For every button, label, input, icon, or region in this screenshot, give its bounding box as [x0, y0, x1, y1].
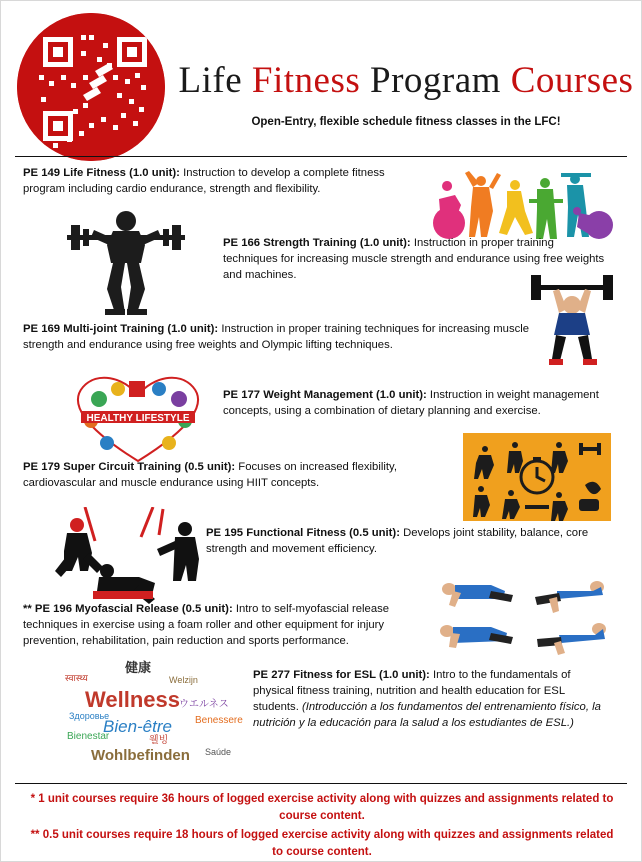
- course-item-pe169: [23, 321, 535, 353]
- title-part-4: Courses: [510, 60, 634, 101]
- course-item-pe177: [223, 387, 611, 419]
- title-part-1: Life: [178, 60, 252, 101]
- course-code: PE 166 Strength Training (1.0 unit):: [223, 237, 411, 249]
- course-code: PE 195 Functional Fitness (0.5 unit):: [206, 527, 400, 539]
- page-title: [176, 59, 636, 102]
- course-code: PE 149 Life Fitness (1.0 unit):: [23, 167, 180, 179]
- wordcloud-word: Benessere: [195, 715, 243, 726]
- course-code: PE 277 Fitness for ESL (1.0 unit):: [253, 669, 430, 681]
- wordcloud-word: Wellness: [85, 687, 180, 712]
- wordcloud-word: Saúde: [205, 747, 232, 757]
- course-code: PE 179 Super Circuit Training (0.5 unit):: [23, 461, 236, 473]
- course-item-pe195: [206, 525, 611, 557]
- group-exercise-silhouettes-image: [429, 169, 615, 241]
- course-item-pe149: [23, 165, 423, 197]
- course-item-pe179: [23, 459, 453, 491]
- wordcloud-word: ウエルネス: [179, 699, 229, 710]
- svg-text:HEALTHY LIFESTYLE: HEALTHY LIFESTYLE: [86, 413, 190, 424]
- plank-exercise-photos: [431, 575, 613, 655]
- divider-bottom: [15, 783, 627, 784]
- course-description: Intro to the fundamentals of physical fitness training, nutrition and health education for ESL students.: [253, 669, 571, 714]
- footnote-half-unit: ** 0.5 unit courses require 18 hours of logged exercise activity along with quizzes and assignments related to course content.: [30, 829, 614, 858]
- healthy-lifestyle-heart-image: [63, 369, 213, 465]
- wordcloud-word: Здоровье: [69, 711, 110, 721]
- title-part-3: Program: [360, 60, 511, 101]
- circuit-training-icons-image: [463, 433, 611, 521]
- course-list: [1, 157, 642, 783]
- wordcloud-word: Wohlbefinden: [91, 747, 190, 764]
- wordcloud-word: 健康: [125, 660, 152, 675]
- wellness-word-cloud-image: [63, 657, 253, 767]
- page-header: [1, 1, 641, 151]
- course-description: Intro to self-myofascial release techniques in exercise using a foam roller and other equipment for injury prevention, rehabilitation, pain reduction and sports performance.: [23, 603, 390, 648]
- course-description-translation: (Introducción a los fundamentos del entrenamiento físico, la nutrición y la educación para la salud a los estudiantes de ESL.): [253, 701, 601, 730]
- page-subtitle: Open-Entry, flexible schedule fitness classes in the LFC!: [251, 116, 561, 128]
- wordcloud-word: Bienestar: [67, 731, 110, 742]
- wordcloud-word: Welzijn: [169, 675, 198, 685]
- wordcloud-word: 웰빙: [149, 735, 169, 746]
- wordcloud-word: Bien-être: [103, 717, 172, 736]
- course-description: Focuses on increased flexibility, cardiovascular and muscle endurance using HIIT concepts.: [23, 461, 397, 490]
- course-description: Instruction in proper training techniques for increasing muscle strength and endurance using free weights and machines.: [223, 237, 605, 282]
- course-description: Instruction to develop a complete fitness program including cardio endurance, strength and flexibility.: [23, 167, 385, 196]
- footnote-one-unit: * 1 unit courses require 36 hours of logged exercise activity along with quizzes and assignments related to course content.: [30, 793, 614, 822]
- course-description: Instruction in proper training techniques for increasing muscle strength and endurance using free weights and Olympic lifting techniques.: [23, 323, 530, 352]
- qr-code-icon[interactable]: [17, 13, 165, 161]
- course-code: PE 177 Weight Management (1.0 unit):: [223, 389, 427, 401]
- course-item-pe166: [223, 235, 611, 283]
- title-part-2: Fitness: [251, 60, 361, 101]
- suspension-training-silhouettes: [33, 507, 209, 607]
- course-item-pe196: [23, 601, 433, 649]
- course-description: Develops joint stability, balance, core strength and movement efficiency.: [206, 527, 589, 556]
- course-description: Instruction in weight management concepts, using a combination of dietary planning and exercise.: [223, 389, 599, 418]
- barbell-squat-illustration: [61, 205, 191, 315]
- course-code: PE 169 Multi-joint Training (1.0 unit):: [23, 323, 219, 335]
- course-code: ** PE 196 Myofascial Release (0.5 unit):: [23, 603, 233, 615]
- wordcloud-word: स्वास्थ्य: [65, 673, 88, 683]
- course-item-pe277: [253, 667, 611, 731]
